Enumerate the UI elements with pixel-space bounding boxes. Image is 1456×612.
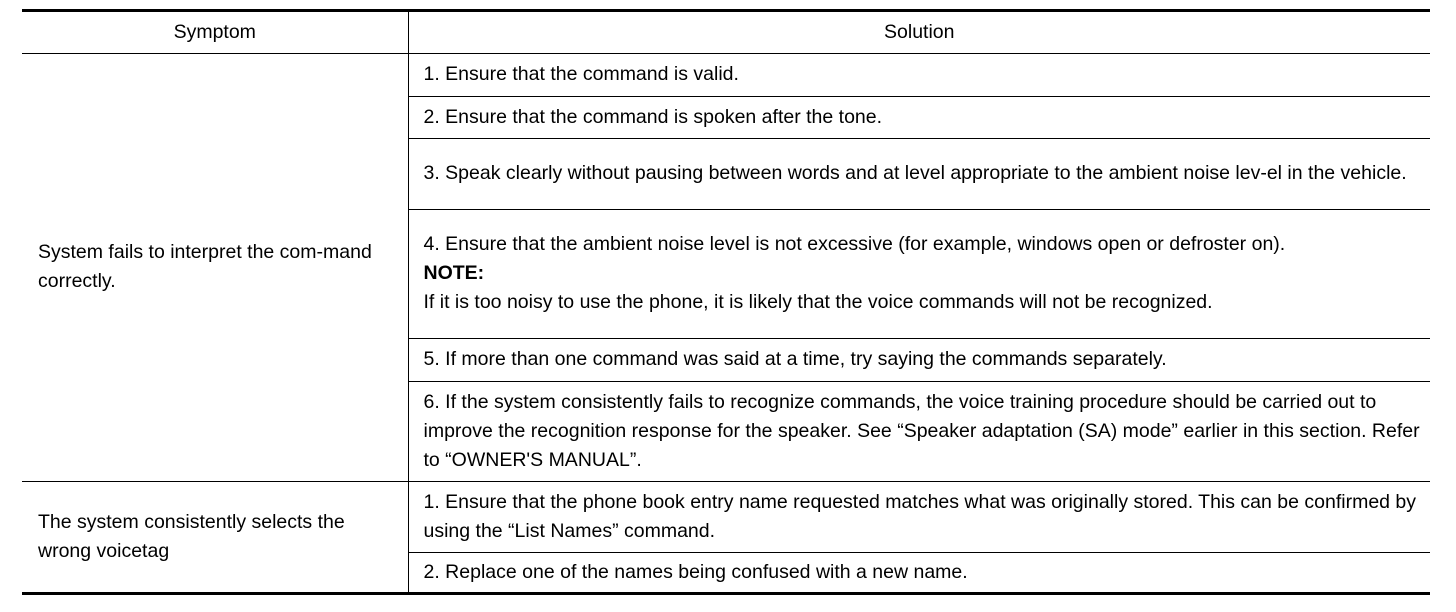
solution-cell: 2. Replace one of the names being confused with a new name. xyxy=(423,560,968,583)
troubleshooting-table xyxy=(22,9,1430,595)
table-row xyxy=(22,482,1430,553)
note-label: NOTE: xyxy=(423,262,485,284)
troubleshooting-table-container xyxy=(22,9,1430,595)
solution-cell: 3. Speak clearly without pausing between words and at level appropriate to the ambient noise lev-el in the vehicle. xyxy=(408,139,1430,210)
solution-text: 4. Ensure that the ambient noise level is not excessive (for example, windows open or defroster on). xyxy=(423,233,1286,255)
note-text: If it is too noisy to use the phone, it is likely that the voice commands will not be recognized. xyxy=(423,291,1213,313)
solution-cell: 1. Ensure that the phone book entry name requested matches what was originally stored. This can be confirmed by using the “List Names” command. xyxy=(408,482,1430,553)
symptom-header: Symptom xyxy=(22,11,408,54)
table-row xyxy=(22,54,1430,97)
solution-cell-with-note xyxy=(408,210,1430,339)
solution-cell: 1. Ensure that the command is valid. xyxy=(408,54,1430,97)
symptom-cell: The system consistently selects the wrong voicetag xyxy=(22,482,408,594)
solution-cell: 5. If more than one command was said at a time, try saying the commands separately. xyxy=(408,339,1430,382)
solution-header: Solution xyxy=(408,11,1430,54)
solution-cell: 6. If the system consistently fails to recognize commands, the voice training procedure should be carried out to improve the recognition response for the speaker. See “Speaker adaptation (SA) mode” earlier in this section. Refer to “OWNER'S MANUAL”. xyxy=(408,382,1430,482)
header-row xyxy=(22,11,1430,54)
symptom-cell: System fails to interpret the com-mand correctly. xyxy=(22,54,408,482)
solution-cell: 2. Ensure that the command is spoken after the tone. xyxy=(408,97,1430,139)
